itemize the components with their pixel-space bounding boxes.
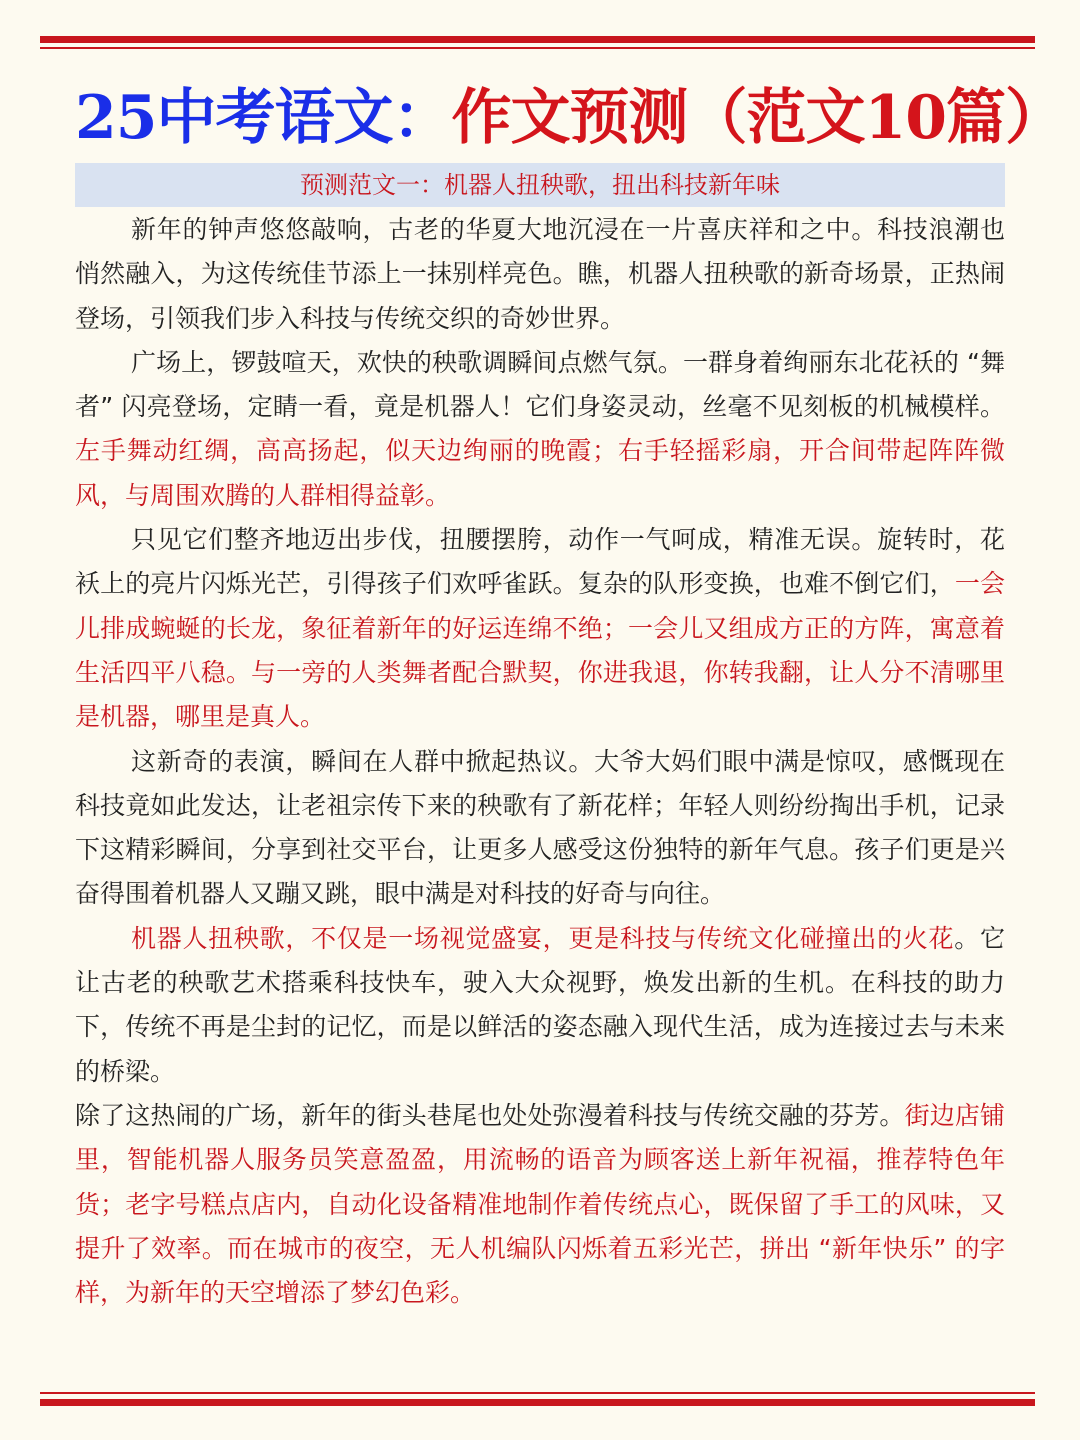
body-text: 除了这热闹的广场，新年的街头巷尾也处处弥漫着科技与传统交融的芬芳。 <box>75 1100 905 1130</box>
highlighted-text: 机器人扭秧歌，不仅是一场视觉盛宴，更是科技与传统文化碰撞出的火花 <box>131 923 955 953</box>
body-text: 。它让古老的秧歌艺术搭乘科技快车，驶入大众视野，焕发出新的生机。在科技的助力下，传统不再是尘封的记忆，而是以鲜活的姿态融入现代生活，成为连接过去与未来的桥梁。 <box>75 923 1005 1086</box>
essay-paragraph <box>75 917 1005 1094</box>
essay-paragraph <box>75 740 1005 917</box>
essay-paragraph <box>75 1094 1005 1315</box>
essay-body <box>75 208 1005 1315</box>
body-text: 新年的钟声悠悠敲响，古老的华夏大地沉浸在一片喜庆祥和之中。科技浪潮也悄然融入，为这传统佳节添上一抹别样亮色。瞧，机器人扭秧歌的新奇场景，正热闹登场，引领我们步入科技与传统交织的奇妙世界。 <box>75 215 1005 333</box>
body-text: 这新奇的表演，瞬间在人群中掀起热议。大爷大妈们眼中满是惊叹，感慨现在科技竟如此发达，让老祖宗传下来的秧歌有了新花样；年轻人则纷纷掏出手机，记录下这精彩瞬间，分享到社交平台，让更多人感受这份独特的新年气息。孩子们更是兴奋得围着机器人又蹦又跳，眼中满是对科技的好奇与向往。 <box>75 746 1005 909</box>
highlighted-text: 街边店铺里，智能机器人服务员笑意盈盈，用流畅的语音为顾客送上新年祝福，推荐特色年货；老字号糕点店内，自动化设备精准地制作着传统点心，既保留了手工的风味，又提升了效率。而在城市的夜空，无人机编队闪烁着五彩光芒，拼出 “新年快乐” 的字样，为新年的天空增添了梦幻色彩。 <box>75 1100 1005 1308</box>
highlighted-text: 左手舞动红绸，高高扬起，似天边绚丽的晚霞；右手轻摇彩扇，开合间带起阵阵微风，与周围欢腾的人群相得益彰。 <box>75 436 1005 510</box>
top-border-thin <box>40 47 1035 49</box>
bottom-border-thin <box>40 1392 1035 1394</box>
page-title <box>75 78 1064 158</box>
bottom-border-thick <box>40 1399 1035 1406</box>
body-text: 只见它们整齐地迈出步伐，扭腰摆胯，动作一气呵成，精准无误。旋转时，花袄上的亮片闪烁光芒，引得孩子们欢呼雀跃。复杂的队形变换，也难不倒它们， <box>75 525 1005 599</box>
essay-paragraph <box>75 208 1005 341</box>
highlighted-text: 一会儿排成蜿蜒的长龙，象征着新年的好运连绵不绝；一会儿又组成方正的方阵，寓意着生活四平八稳。与一旁的人类舞者配合默契，你进我退，你转我翻，让人分不清哪里是机器，哪里是真人。 <box>75 569 1005 732</box>
title-part-1: 25中考语文： <box>75 83 452 153</box>
body-text: 广场上，锣鼓喧天，欢快的秧歌调瞬间点燃气氛。一群身着绚丽东北花袄的 “舞者” 闪亮登场，定睛一看，竟是机器人！它们身姿灵动，丝毫不见刻板的机械模样。 <box>75 347 1005 422</box>
essay-paragraph <box>75 518 1005 739</box>
top-border-thick <box>40 36 1035 43</box>
title-part-2: 作文预测（范文10篇） <box>451 83 1064 153</box>
essay-paragraph <box>75 341 1005 518</box>
essay-subtitle: 预测范文一：机器人扭秧歌，扭出科技新年味 <box>75 163 1005 207</box>
